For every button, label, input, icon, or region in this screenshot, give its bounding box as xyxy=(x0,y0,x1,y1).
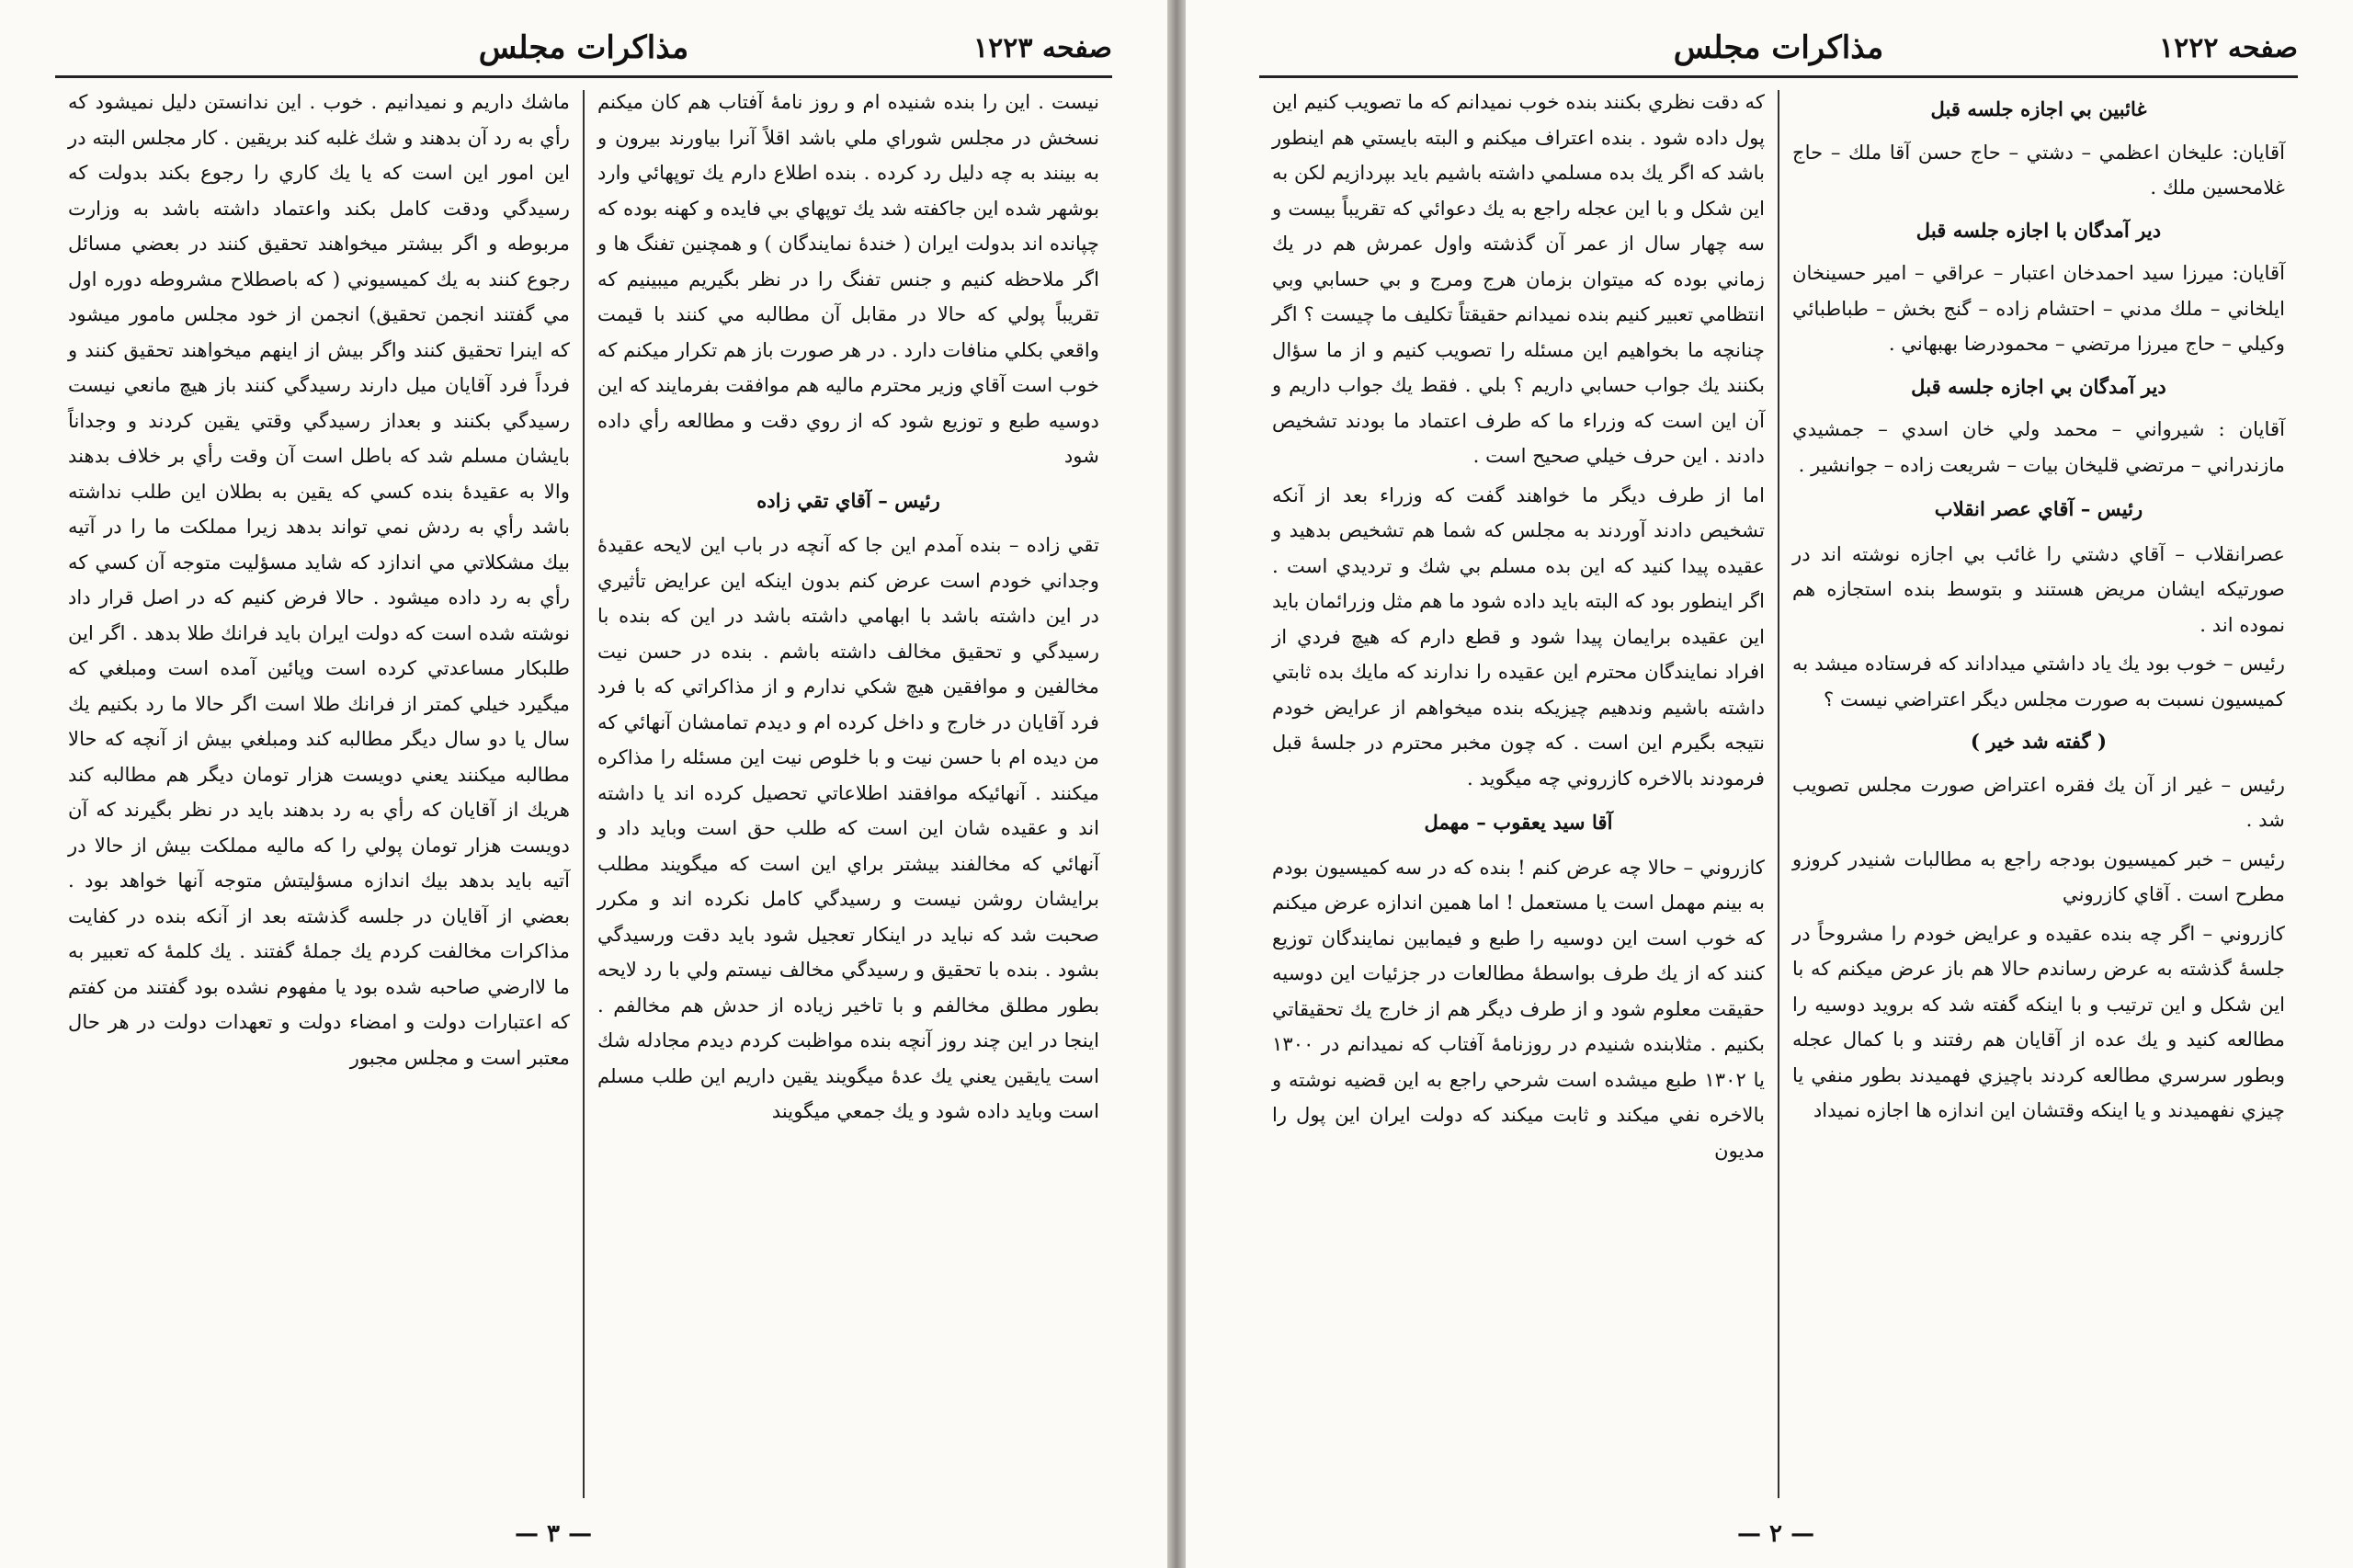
column-divider xyxy=(583,90,585,1498)
book-gutter xyxy=(1167,0,1186,1568)
right-page-column-1 xyxy=(1779,85,2298,1504)
paragraph: رئيس – خوب بود يك ياد داشتي ميداداند كه فرستاده ميشد به كميسيون نسبت به صورت مجلس ديگر اعتراضي نيست ؟ xyxy=(1792,652,2285,710)
running-title: مذاكرات مجلس xyxy=(1673,29,1884,66)
left-page-column-1 xyxy=(585,85,1112,1504)
paragraph: آقايان: عليخان اعظمي – دشتي – حاج حسن آقا ملك – حاج غلامحسين ملك . xyxy=(1792,140,2285,199)
paragraph: رئيس – غير از آن يك فقره اعتراض صورت مجلس تصويب شد . xyxy=(1792,772,2285,831)
page-number-label: صفحه ۱۲۲۲ xyxy=(2159,31,2298,64)
paragraph: آقايان : شيرواني – محمد ولي خان اسدي – جمشيدي مازندراني – مرتضي قليخان بيات – شريعت زاده – جوانشير . xyxy=(1792,417,2285,476)
speaker-heading: رئيس – آقاي عصر انقلاب xyxy=(1934,497,2143,520)
column-divider xyxy=(1778,90,1779,1498)
page-number-label: صفحه ۱۲۲۳ xyxy=(973,31,1112,64)
speaker-heading: رئيس – آقاي تقي زاده xyxy=(756,488,940,512)
left-page-column-2 xyxy=(55,85,583,1504)
section-heading: ( گفته شد خير ) xyxy=(1970,730,2108,753)
left-page-footer: — ۳ — xyxy=(515,1520,593,1548)
right-page-columns xyxy=(1259,85,2298,1504)
paragraph: كازروني – اگر چه بنده عقيده و عرايض خودم را مشروحاً در جلسهٔ گذشته به عرض رساندم حالا هم باز عرض ميكنم كه با اين شكل و اين ترتيب و با اينكه گفته شد كه برويد دوسيه را مطالعه كنيد و يك عده از آقايان هم رفتند و با كمال عجله وبطور سرسري مطالعه كردند باچيزي فهميدند بطور منفي يا چيزي نفهميدند و يا اينكه وقتشان اين اندازه ها اجازه نميداد xyxy=(1792,921,2285,1121)
right-page-header xyxy=(1259,20,2298,78)
paragraph: تقي زاده – بنده آمدم اين جا كه آنچه در باب اين لايحه عقيدهٔ وجداني خودم است عرض كنم بدون اينكه اين عرايض تأثيري در اين داشته باشد با ابهامي داشته باشد در اين كه بنده با رسيدگي و تحقيق مخالف داشته باشم . بنده در حسن نيت مخالفين و موافقين هيچ شكي ندارم و از مذاكراتي كه با فرد فرد آقايان در خارج و داخل كرده ام و ديدم تمامشان آنهائي كه من ديده ام با حسن نيت و با خلوص نيت اين مسئله را مذاكره ميكنند . آنهائيكه موافقند اطلاعاتي تحصيل كرده اند يا داشته اند و عقيده شان اين است كه طلب حق است وبايد داد و آنهائي كه مخالفند بيشتر براي اين است كه ميگويند مطلب برايشان روشن نيست و رسيدگي كامل نكرده اند و مكرر صحبت شد كه نبايد در اينكار تعجيل شود بايد دقت ورسيدگي بشود . بنده با تحقيق و رسيدگي مخالف نيستم ولي با رد لايحه بطور مطلق مخالفم و با تاخير زياده از حدش هم مخالفم . اينجا در اين چند روز آنچه بنده مواظبت كردم ديدم مجادله شك است يايقين يعني يك عدهٔ ميگويند يقين داريم اين طلب مسلم است وبايد داده شود و يك جمعي ميگويند xyxy=(597,533,1099,1122)
section-heading: دير آمدگان بي اجازه جلسه قبل xyxy=(1911,374,2166,398)
paragraph: ماشك داريم و نميدانيم . خوب . اين ندانستن دليل نميشود كه رأي به رد آن بدهند و شك غلبه كند بريقين . كار مجلس البته در اين امور اين است كه يا يك كاري را رجوع بكند بدولت كه رسيدگي ودقت كامل بكند واعتماد داشته باشد به وزارت مربوطه و اگر بيشتر ميخواهند تحقيق كنند در بعضي مسائل رجوع كنند به يك كميسيوني ( كه باصطلاح مشروطه دوره اول مي گفتند انجمن تحقيق) انجمن از خود مجلس مامور ميشود كه اينرا تحقيق كنند واگر بيش از اينهم ميخواهند تحقيق كنند و فرداً فرد آقايان ميل دارند رسيدگي كنند باز هيچ مانعي نيست رسيدگي بكنند و بعداز رسيدگي وقتي يقين كردند و وجداناً بايشان مسلم شد كه باطل است آن وقت رأي بر خلاف بدهند والا به عقيدهٔ بنده كسي كه يقين به بطلان اين طلب نداشته باشد رأي به ردش نمي تواند بدهد زيرا مملكت ما را در آتيه بيك مشكلاتي مي اندازد كه شايد مسؤليت متوجه آن كسي كه رأي به رد داده ميشود . حالا فرض كنيم كه در اصل قرار داد نوشته شده است كه دولت ايران بايد فرانك طلا بدهد . اگر اين طلبكار مساعدتي كرده است وپائين آمده است ومبلغي كه ميگيرد خيلي كمتر از فرانك طلا است اگر حالا ما رد بكنيم يك سال يا دو سال ديگر مطالبه كند ومبلغي بيش از آنچه كه حالا مطالبه ميكنند يعني دويست هزار تومان ديگر هم مطالبه كند هريك از آقايان كه رأي به رد بدهند بايد در نظر بگيرند كه آن دويست هزار تومان پولي را كه ماليه مملكت بيش از حالا در آتيه بايد بدهد بيك اندازه مسؤليتش متوجه آنها خواهد بود . بعضي از آقايان در جلسه گذشته بعد از آنكه بنده در كفايت مذاكرات مخالفت كردم يك جملهٔ گفتند . يك كلمهٔ كه تعبير به ما لاارضي صاحبه شده بود يا مفهوم نشده بود گفتند من كفتم كه اعتبارات دولت و امضاء دولت و تعهدات دولت در هر حال معتبر است و مجلس مجبور xyxy=(68,90,570,1069)
left-page xyxy=(0,0,1167,1568)
paragraph: آقايان: ميرزا سيد احمدخان اعتبار – عراقي – امير حسينخان ايلخاني – ملك مدني – احتشام زاده – گنج بخش – طباطبائي وكيلي – حاج ميرزا مرتضي – محمودرضا بهبهاني . xyxy=(1792,261,2285,355)
paragraph: رئيس – خبر كميسيون بودجه راجع به مطالبات شنيدر كروزو مطرح است . آقاي كازروني xyxy=(1792,846,2285,905)
right-page-footer: — ۲ — xyxy=(1737,1520,1815,1548)
left-page-columns xyxy=(55,85,1112,1504)
paragraph: عصرانقلاب – آقاي دشتي را غائب بي اجازه نوشته اند در صورتيكه ايشان مريض هستند و بتوسط بنده استجازه هم نموده اند . xyxy=(1792,541,2285,636)
paragraph: اما از طرف ديگر ما خواهند گفت كه وزراء بعد از آنكه تشخيص دادند آوردند به مجلس كه شما هم تشخيص بدهيد و عقيده پيدا كنيد كه اين بده مسلم بي شك و ترديدي است . اگر اينطور بود كه البته بايد داده شود ما هم مثل وزرائمان بايد اين عقيده برايمان پيدا شود و قطع دارم كه هيچ فردي از افراد نمايندگان محترم اين عقيده را ندارند كه مايك بده ثابتي داشته باشيم وندهيم چيزيكه بنده ميخواهم از عرايض خودم نتيجه بگيرم اين است . كه چون مخبر محترم در جلسهٔ قبل فرمودند بالاخره كازروني چه ميگويد . xyxy=(1272,483,1765,790)
left-page-header xyxy=(55,20,1112,78)
paragraph: نيست . اين را بنده شنيده ام و روز نامهٔ آفتاب هم كان ميكنم نسخش در مجلس شوراي ملي باشد اقلاً آنرا بياورند بيرون و به بينند به چه دليل رد كرده . بنده اطلاع دارم يك توپهائي وارد بوشهر شده اين جاكفته شد يك توپهاي بي فايده و كهنه بوده كه چپانده اند بدولت ايران ( خندهٔ نمايندگان ) و همچنين تفنگ ها و اگر ملاحظه كنيم و جنس تفنگ را در نظر بگيريم ميبينيم كه تقريباً پولي كه حالا در مقابل آن مطالبه مي كنند با قيمت واقعي بكلي منافات دارد . در هر صورت باز هم تكرار ميكنم كه خوب است آقاي وزير محترم ماليه هم موافقت بفرمايند كه اين دوسيه طبع و توزيع شود كه از روي دقت و مطالعه رأي داده شود xyxy=(597,90,1099,467)
speaker-heading: آقا سيد يعقوب – مهمل xyxy=(1424,811,1613,834)
paragraph: كازروني – حالا چه عرض كنم ! بنده كه در سه كميسيون بودم به بينم مهمل است يا مستعمل ! اما همين اندازه عرض ميكنم كه خوب است اين دوسيه را طبع و فيمابين نمايندگان توزيع كنند كه از يك طرف بواسطهٔ مطالعات در جزئيات اين دوسيه حقيقت معلوم شود و از طرف ديگر هم از خارج يك تحقيقاتي بكنيم . مثلابنده شنيدم در روزنامهٔ آفتاب كه نميدانم در ۱۳۰۰ يا ۱۳۰۲ طبع ميشده است شرحي راجع به اين قضيه نوشته و بالاخره نفي ميكند و ثابت ميكند كه دولت ايران اين پول را مديون xyxy=(1272,855,1765,1162)
right-page-column-2 xyxy=(1259,85,1778,1504)
running-title: مذاكرات مجلس xyxy=(478,29,689,66)
section-heading: غائبين بي اجازه جلسه قبل xyxy=(1930,97,2147,120)
right-page xyxy=(1186,0,2353,1568)
section-heading: دير آمدگان با اجازه جلسه قبل xyxy=(1915,218,2162,242)
paragraph: كه دقت نظري بكنند بنده خوب نميدانم كه ما تصويب كنيم اين پول داده شود . بنده اعتراف ميكنم و البته بايستي هم اينطور باشد كه اگر يك بده مسلمي داشته باشيم بايد بپردازيم لكن به اين شكل و با اين عجله راجع به يك دعوائي كه تقريباً بيست و سه چهار سال از عمر آن گذشته واول عمرش هم در يك زماني بوده كه ميتوان بزمان هرج ومرج و بي حسابي وبي انتظامي تعبير كنيم بنده نميدانم حقيقتاً تكليف ما چيست ؟ اگر چنانچه ما بخواهيم اين مسئله را تصويب كنيم و از ما سؤال بكنند يك جواب حسابي داريم ؟ بلي . فقط يك جواب داريم و آن اين است كه وزراء ما كه طرف اعتماد ما بودند تشخيص دادند . اين حرف خيلي صحيح است . xyxy=(1272,90,1765,467)
